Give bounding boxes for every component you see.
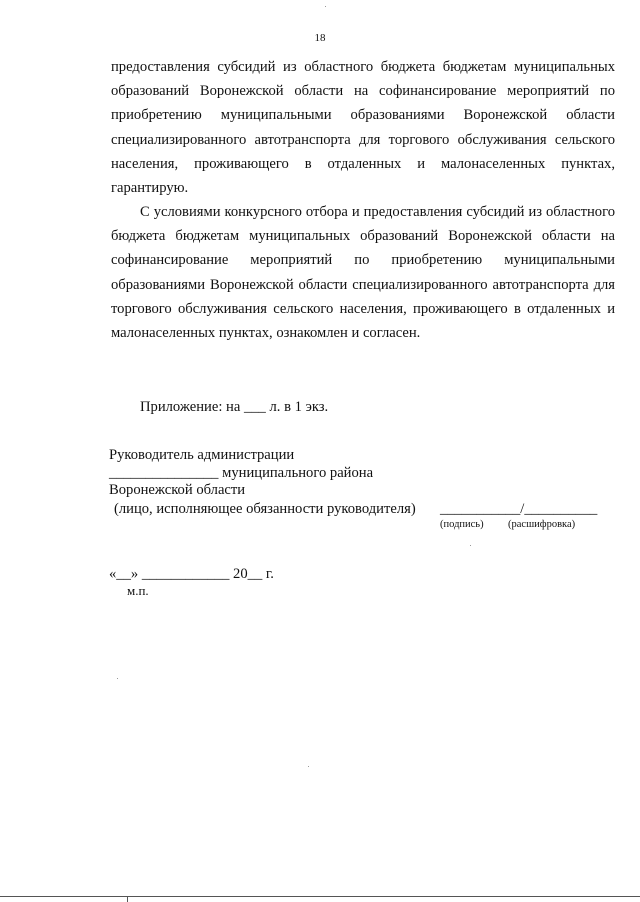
signature-block [109, 447, 373, 500]
scan-bottom-tick [127, 896, 128, 902]
scan-speck [470, 545, 471, 546]
signature-caption: (подпись) [440, 519, 484, 530]
body-paragraph-guarantee: предоставления субсидий из областного бюджета бюджетам муниципальных образований Воронежской области на софинансирование мероприятий по приобретению муниципальными образованиями Воронежской области специализированного автотранспорта для торгового обслуживания сельского населения, проживающего в отдаленных и малонаселенных пунктах, гарантирую. [111, 59, 615, 197]
signature-acting-note: (лицо, исполняющее обязанности руководителя) [114, 501, 416, 517]
body-paragraph-consent: С условиями конкурсного отбора и предоставления субсидий из областного бюджета бюджетам муниципальных образований Воронежской области на софинансирование мероприятий по приобретению муниципальными образованиями Воронежской области специализированного автотранспорта для торгового обслуживания сельского населения, проживающего в отдаленных и малонаселенных пунктах, ознакомлен и согласен. [111, 204, 615, 342]
signature-blank-line: ___________/__________ [440, 501, 598, 517]
scan-bottom-border [0, 896, 640, 897]
date-line: «__» ____________ 20__ г. [109, 566, 274, 582]
signature-title-line-1: Руководитель администрации [109, 447, 295, 463]
signature-title-line-3: Воронежской области [109, 482, 246, 498]
scan-speck [308, 766, 309, 767]
signature-title-line-2: _______________ муниципального района [109, 464, 374, 481]
decoding-caption: (расшифровка) [508, 519, 576, 530]
attachment-note: Приложение: на ___ л. в 1 экз. [140, 399, 329, 415]
scan-speck [325, 6, 326, 7]
page-number: 18 [314, 32, 326, 44]
stamp-label: м.п. [127, 583, 149, 598]
scan-speck [117, 678, 118, 679]
